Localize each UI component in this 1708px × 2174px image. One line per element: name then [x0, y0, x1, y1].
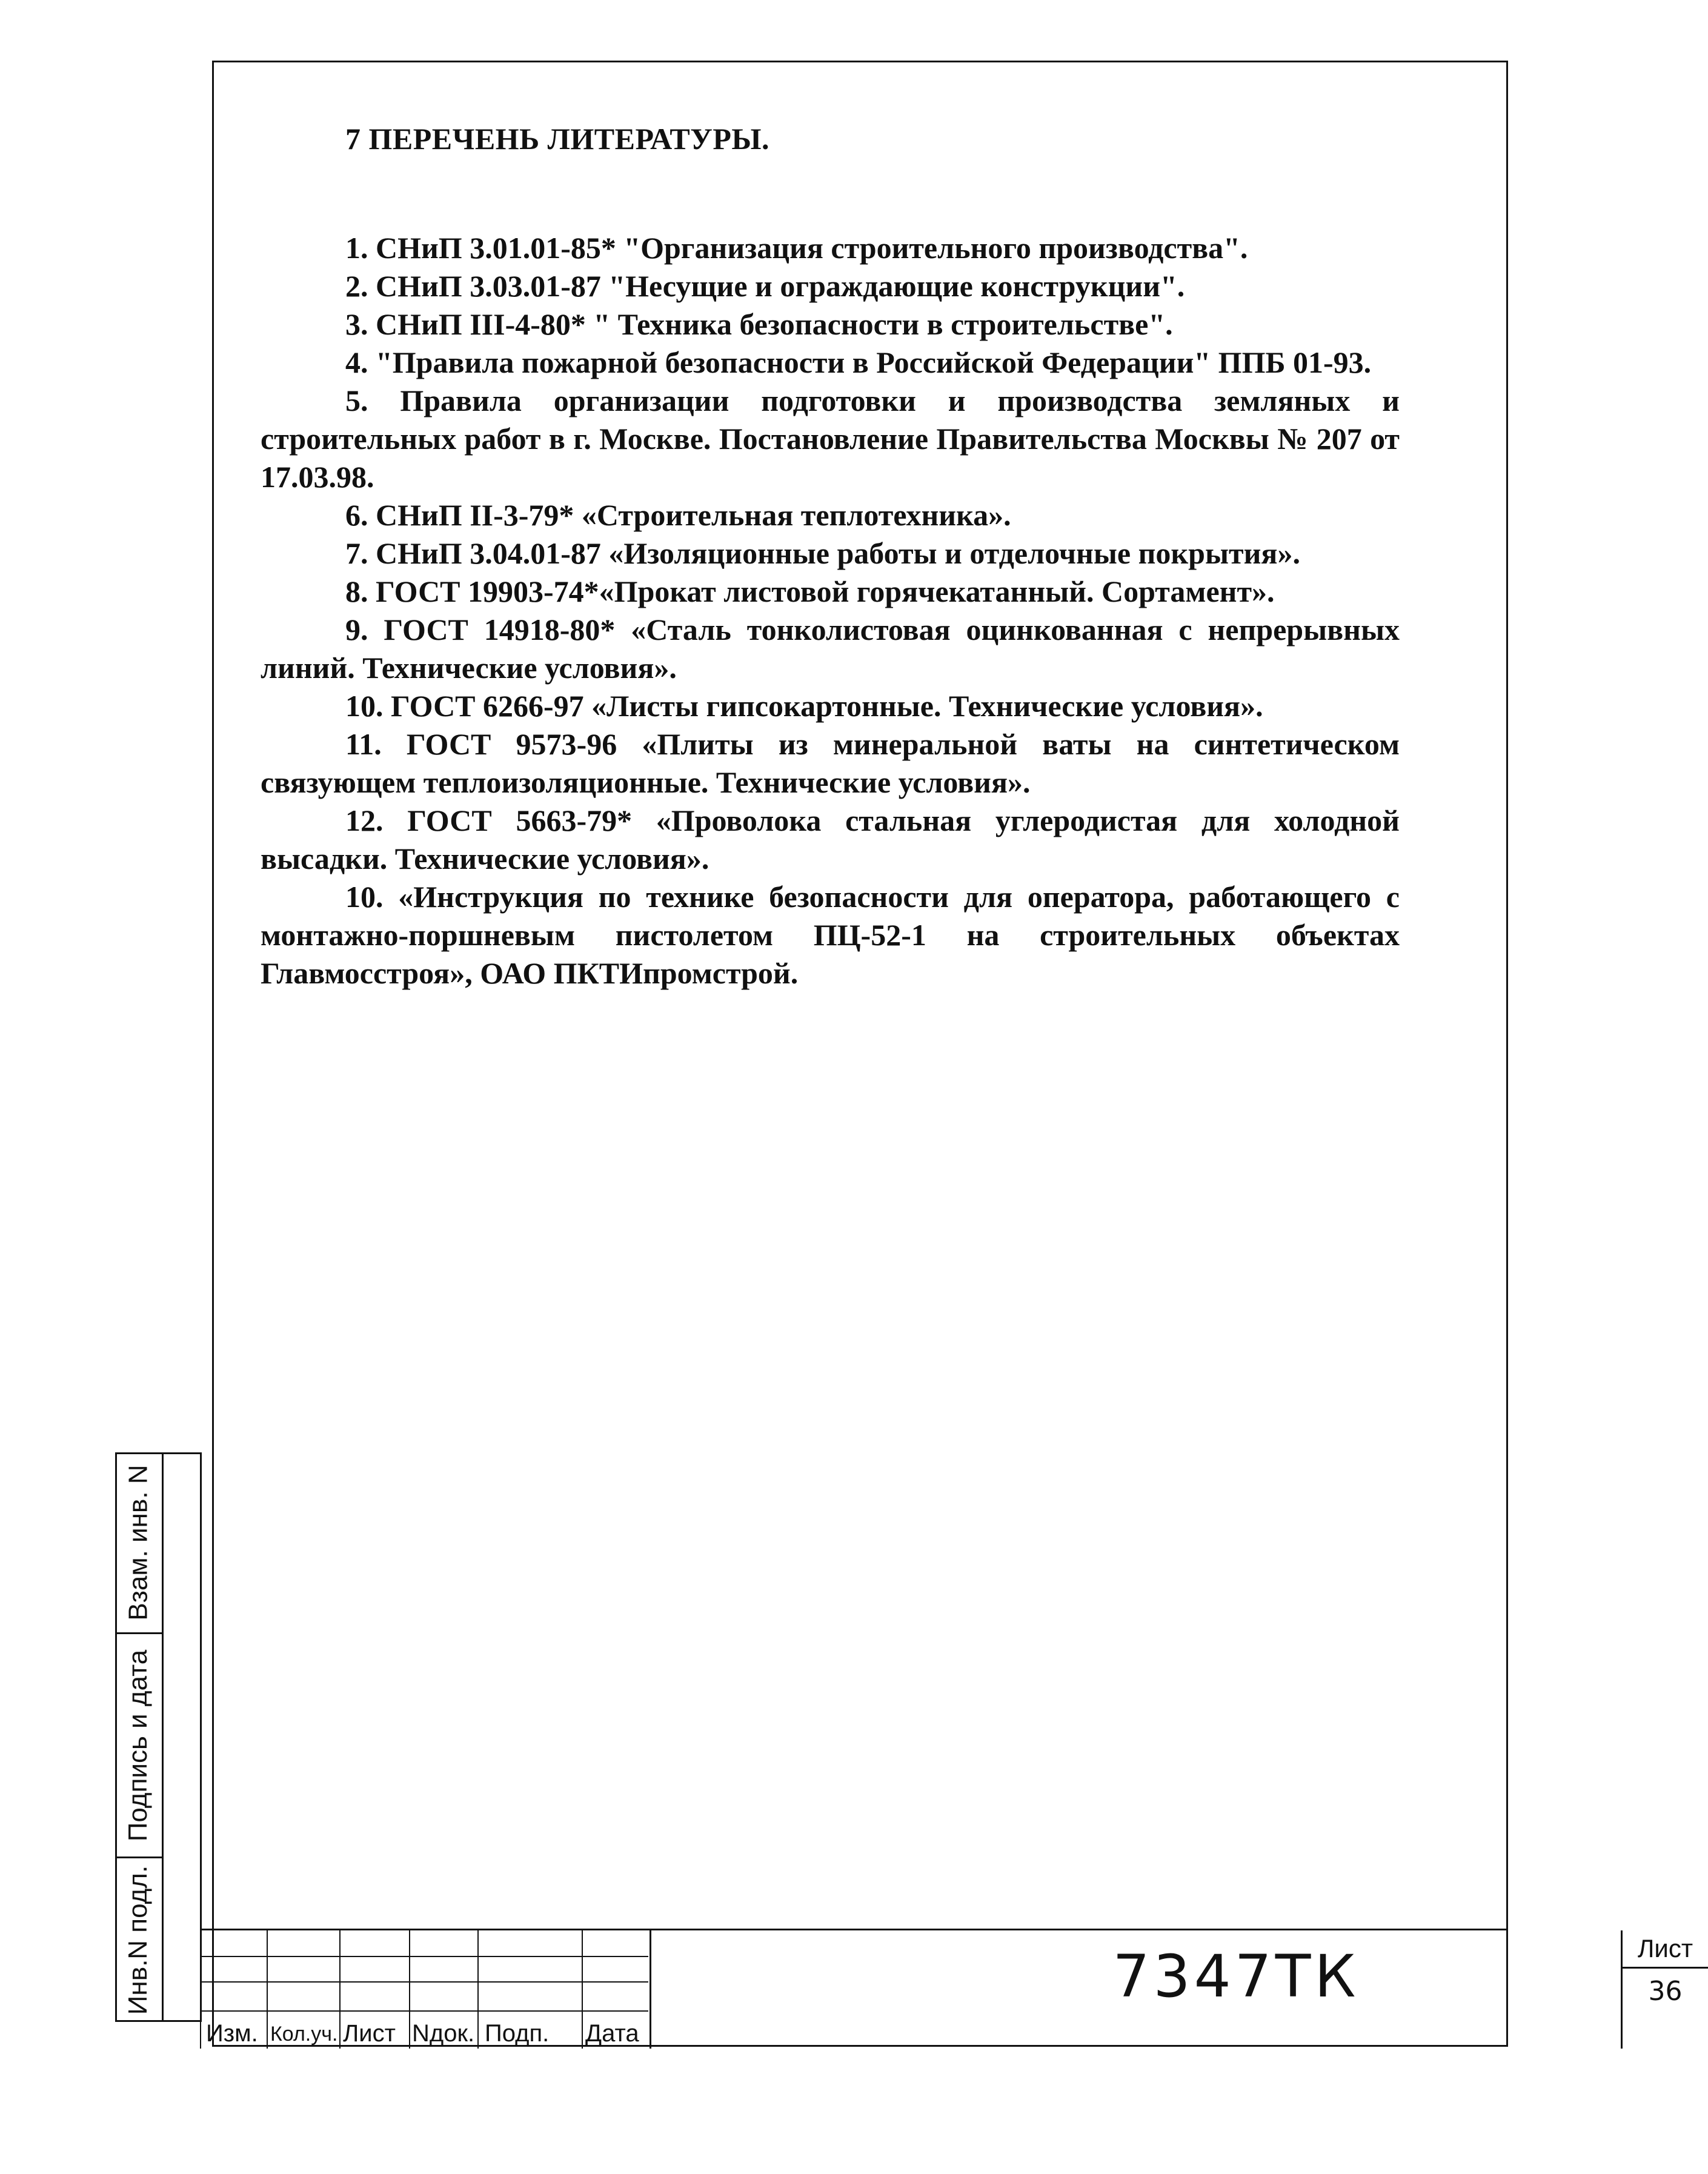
title-block-divider: [477, 1930, 479, 2049]
side-stamp-cell-replacement: [115, 1452, 162, 1634]
title-block: [200, 1929, 1693, 2047]
column-label-quantity: Кол.уч.: [270, 2023, 338, 2046]
title-block-divider: [200, 1930, 201, 2049]
title-block-divider: [339, 1930, 341, 2049]
title-block-divider: [409, 1930, 410, 2049]
side-stamp-label-original-inv: Инв.N подл.: [123, 1865, 153, 2015]
side-stamp-inner-column: [162, 1452, 202, 2022]
sheet-label: Лист: [1623, 1930, 1708, 1969]
reference-item-1: 1. СНиП 3.01.01-85* "Организация строительного производства".: [345, 231, 1248, 265]
reference-item-5: 5. Правила организации подготовки и производства земляных и строительных работ в г. Москве. Постановление Правительства Москвы № 207 от 17.03.98.: [261, 384, 1400, 494]
document-body: [261, 121, 1400, 992]
title-block-divider: [582, 1930, 583, 2049]
side-stamp-cell-signature: [115, 1634, 162, 1858]
side-stamp: [115, 1452, 202, 2022]
reference-item-2: 2. СНиП 3.03.01-87 "Несущие и ограждающие конструкции".: [345, 269, 1185, 303]
reference-item-10: 10. ГОСТ 6266-97 «Листы гипсокартонные. Технические условия».: [345, 689, 1263, 723]
column-label-sheet: Лист: [343, 2020, 396, 2047]
document-code: 7347ТК: [1112, 1943, 1360, 2010]
reference-item-9: 9. ГОСТ 14918-80* «Сталь тонколистовая оцинкованная с непрерывных линий. Технические условия».: [261, 613, 1400, 685]
reference-item-8: 8. ГОСТ 19903-74*«Прокат листовой горячекатанный. Сортамент».: [345, 574, 1275, 608]
sheet-number: 36: [1648, 1976, 1683, 2007]
column-label-signature: Подп.: [485, 2020, 550, 2047]
column-label-date: Дата: [585, 2020, 639, 2047]
reference-item-12: 12. ГОСТ 5663-79* «Проволока стальная углеродистая для холодной высадки. Технические условия».: [261, 803, 1400, 876]
reference-item-7: 7. СНиП 3.04.01-87 «Изоляционные работы и отделочные покрытия».: [345, 536, 1300, 570]
section-title: 7 ПЕРЕЧЕНЬ ЛИТЕРАТУРЫ.: [345, 122, 770, 156]
sheet-number-box: [1621, 1930, 1708, 2049]
side-stamp-label-replacement-inv: Взам. инв. N: [123, 1464, 153, 1621]
column-label-change: Изм.: [206, 2020, 258, 2047]
side-stamp-cell-original: [115, 1858, 162, 2022]
side-stamp-label-signature-date: Подпись и дата: [123, 1649, 153, 1841]
column-label-doc-number: Nдок.: [412, 2020, 475, 2047]
reference-item-4: 4. "Правила пожарной безопасности в Российской Федерации" ППБ 01-93.: [345, 345, 1372, 379]
title-block-divider: [267, 1930, 268, 2049]
title-block-divider: [650, 1930, 651, 2049]
reference-item-3: 3. СНиП III-4-80* " Техника безопасности в строительстве".: [345, 307, 1173, 341]
reference-item-13: 10. «Инструкция по технике безопасности для оператора, работающего с монтажно-поршневым пистолетом ПЦ-52-1 на строительных объектах Главмосстроя», ОАО ПКТИпромстрой.: [261, 880, 1400, 990]
reference-item-11: 11. ГОСТ 9573-96 «Плиты из минеральной ваты на синтетическом связующем теплоизоляционные. Технические условия».: [261, 727, 1400, 799]
reference-item-6: 6. СНиП II-3-79* «Строительная теплотехника».: [345, 498, 1011, 532]
